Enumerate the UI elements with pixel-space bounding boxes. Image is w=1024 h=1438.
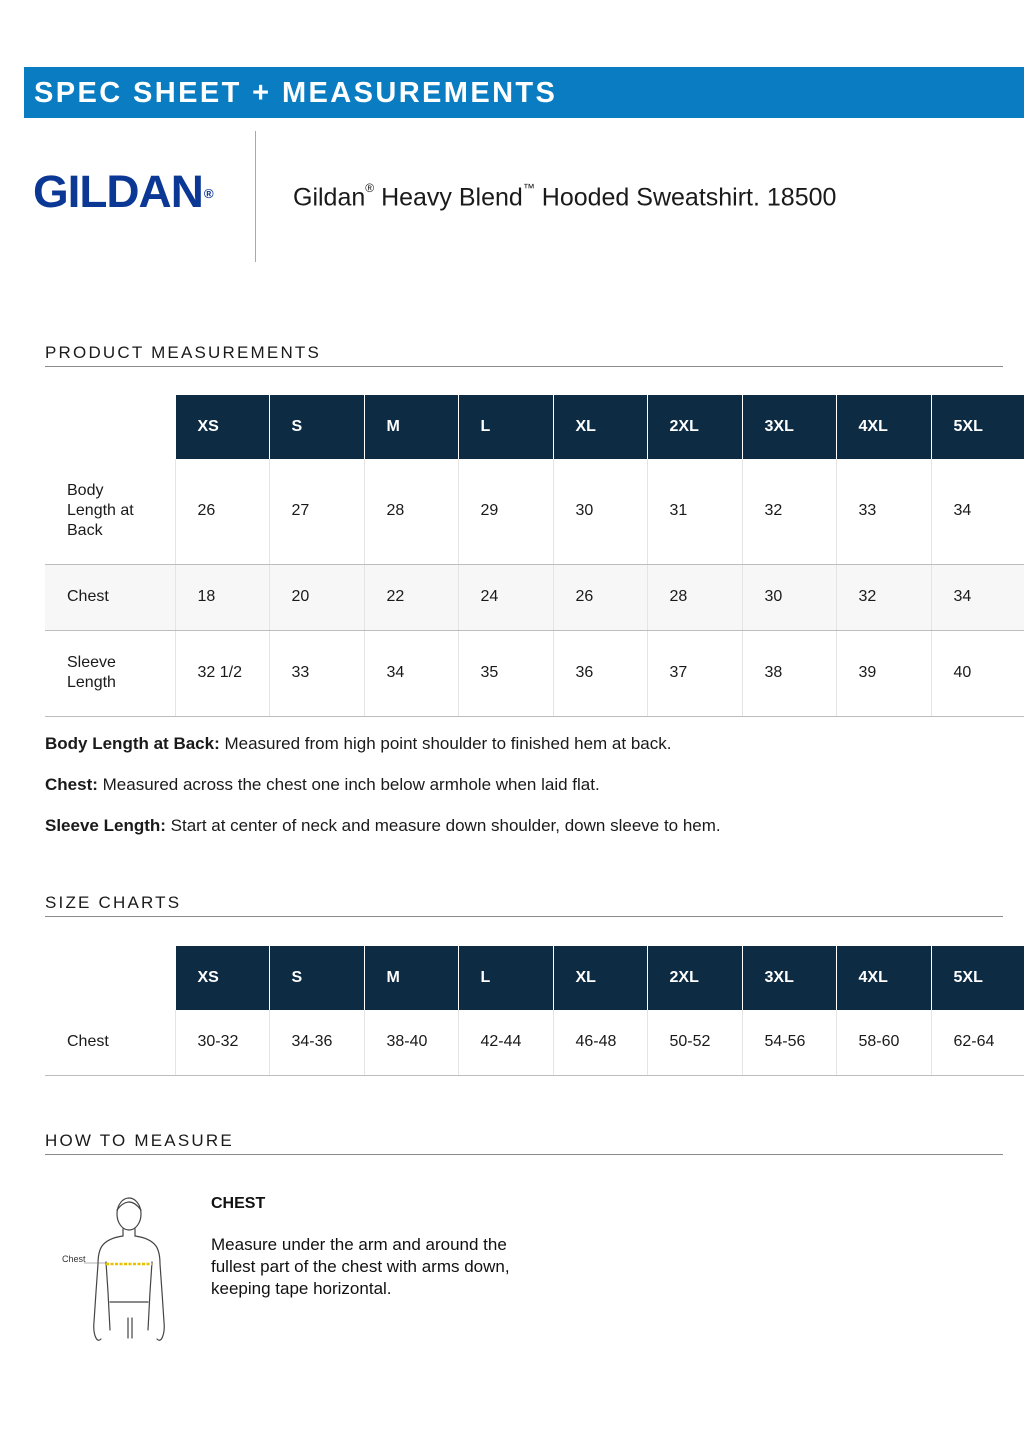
table-cell: 62-64 — [931, 1010, 1024, 1075]
header-banner — [24, 67, 1024, 118]
table-cell: 38-40 — [364, 1010, 458, 1075]
table-cell: 54-56 — [742, 1010, 836, 1075]
figure-chest-label: Chest — [62, 1254, 86, 1264]
definition-term: Chest: — [45, 775, 98, 794]
header-corner — [45, 395, 175, 459]
definition-term: Body Length at Back: — [45, 734, 220, 753]
how-to-measure-title: HOW TO MEASURE — [45, 1131, 234, 1150]
table-cell: 34 — [931, 564, 1024, 630]
table-cell: 32 1/2 — [175, 630, 269, 716]
definition-sleeve-length — [45, 815, 1015, 837]
size-header-cell: 3XL — [742, 946, 836, 1010]
person-outline-icon — [58, 1192, 188, 1344]
header-corner — [45, 946, 175, 1010]
size-header-cell: S — [269, 395, 364, 459]
definition-text: Measured across the chest one inch below armhole when laid flat. — [102, 775, 600, 794]
how-to-measure-text: Measure under the arm and around the fullest part of the chest with arms down, keeping tape horizontal. — [211, 1235, 510, 1298]
table-cell: 32 — [836, 564, 931, 630]
table-cell: 33 — [269, 630, 364, 716]
registered-mark: ® — [365, 181, 375, 195]
table-cell: 28 — [647, 564, 742, 630]
how-to-measure-heading: CHEST — [211, 1195, 266, 1212]
table-row — [45, 630, 1024, 716]
product-measurements-title: PRODUCT MEASUREMENTS — [45, 343, 322, 362]
size-header-cell: 4XL — [836, 946, 931, 1010]
table-cell: 46-48 — [553, 1010, 647, 1075]
product-title — [293, 172, 836, 217]
table-cell: 36 — [553, 630, 647, 716]
table-row — [45, 459, 1024, 564]
size-header-cell: S — [269, 946, 364, 1010]
table-cell: 30 — [553, 459, 647, 564]
table-cell: 29 — [458, 459, 553, 564]
product-suffix: Hooded Sweatshirt. 18500 — [541, 183, 837, 212]
size-header-cell: 5XL — [931, 946, 1024, 1010]
table-cell: 30 — [742, 564, 836, 630]
table-cell: 35 — [458, 630, 553, 716]
table-cell: 33 — [836, 459, 931, 564]
table-cell: 31 — [647, 459, 742, 564]
table-cell: 28 — [364, 459, 458, 564]
section-rule — [45, 916, 1003, 917]
table-cell: 20 — [269, 564, 364, 630]
header-divider — [255, 131, 256, 262]
body-figure — [58, 1192, 188, 1344]
table-cell: 42-44 — [458, 1010, 553, 1075]
table-cell: 24 — [458, 564, 553, 630]
size-header-cell: XL — [553, 395, 647, 459]
size-header-row — [45, 395, 1024, 459]
size-header-cell: 2XL — [647, 395, 742, 459]
page-title: SPEC SHEET + MEASUREMENTS — [34, 77, 558, 109]
row-label: Chest — [45, 564, 175, 630]
size-header-cell: 2XL — [647, 946, 742, 1010]
table-cell: 34 — [931, 459, 1024, 564]
definition-text: Start at center of neck and measure down shoulder, down sleeve to hem. — [170, 816, 721, 835]
size-header-cell: M — [364, 395, 458, 459]
definition-chest — [45, 774, 1015, 796]
product-measurements-table — [45, 395, 1024, 717]
size-chart-table — [45, 946, 1024, 1076]
size-header-cell: L — [458, 946, 553, 1010]
measurement-definitions — [45, 733, 1015, 856]
table-cell: 38 — [742, 630, 836, 716]
definition-text: Measured from high point shoulder to finished hem at back. — [224, 734, 672, 753]
table-cell: 58-60 — [836, 1010, 931, 1075]
size-charts-title: SIZE CHARTS — [45, 893, 182, 912]
table-row — [45, 1010, 1024, 1075]
table-cell: 39 — [836, 630, 931, 716]
table-cell: 22 — [364, 564, 458, 630]
size-header-cell: 5XL — [931, 395, 1024, 459]
table-row — [45, 564, 1024, 630]
size-header-cell: XS — [175, 395, 269, 459]
table-cell: 26 — [553, 564, 647, 630]
size-header-cell: L — [458, 395, 553, 459]
section-rule — [45, 366, 1003, 367]
logo-text: GILDAN — [33, 166, 203, 217]
product-line: Heavy Blend — [381, 183, 523, 212]
table-cell: 34-36 — [269, 1010, 364, 1075]
trademark-mark: ™ — [522, 181, 535, 195]
size-header-cell: XL — [553, 946, 647, 1010]
table-cell: 50-52 — [647, 1010, 742, 1075]
product-brand-name: Gildan — [293, 183, 366, 212]
size-header-cell: XS — [175, 946, 269, 1010]
size-header-row — [45, 946, 1024, 1010]
row-label: Body Length at Back — [45, 459, 175, 564]
table-cell: 34 — [364, 630, 458, 716]
section-rule — [45, 1154, 1003, 1155]
table-cell: 27 — [269, 459, 364, 564]
logo-registered-mark: ® — [203, 186, 213, 201]
table-cell: 37 — [647, 630, 742, 716]
row-label: Chest — [45, 1010, 175, 1075]
size-header-cell: 3XL — [742, 395, 836, 459]
row-label: Sleeve Length — [45, 630, 175, 716]
table-cell: 32 — [742, 459, 836, 564]
definition-body-length — [45, 733, 1015, 755]
size-header-cell: 4XL — [836, 395, 931, 459]
gildan-logo — [33, 166, 213, 218]
size-header-cell: M — [364, 946, 458, 1010]
definition-term: Sleeve Length: — [45, 816, 166, 835]
table-cell: 30-32 — [175, 1010, 269, 1075]
table-cell: 18 — [175, 564, 269, 630]
table-cell: 26 — [175, 459, 269, 564]
table-cell: 40 — [931, 630, 1024, 716]
